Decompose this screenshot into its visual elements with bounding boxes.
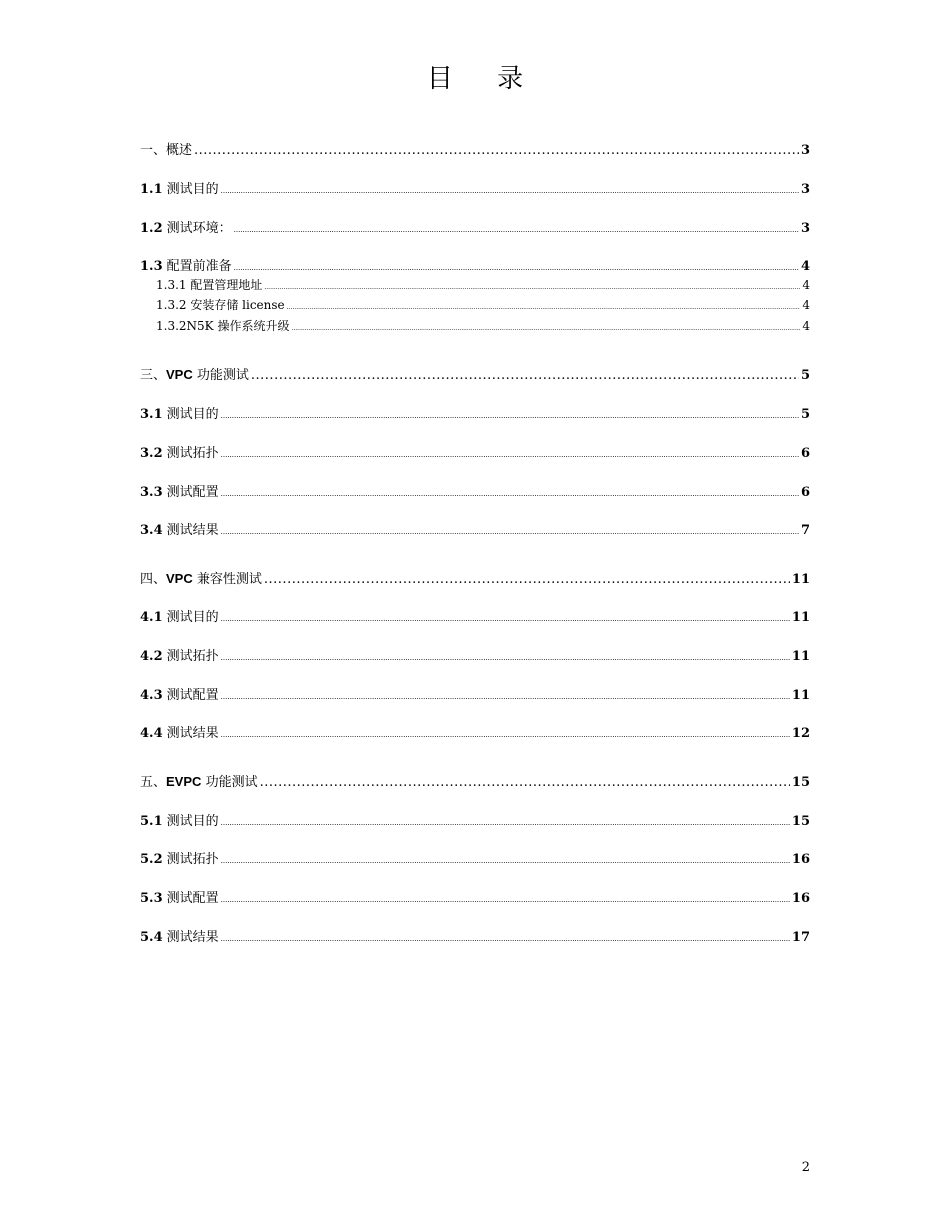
toc-entry-label: 1.3.1 配置管理地址 (156, 278, 263, 292)
toc-leader-dots (221, 693, 790, 701)
toc-chapter-suffix: 功能测试 (205, 775, 258, 790)
toc-page-number: 5 (800, 407, 810, 422)
toc-page-number: 11 (791, 688, 810, 703)
toc-leader-dots (251, 368, 799, 383)
toc-entry[interactable] (140, 771, 810, 790)
toc-page-number: 4 (802, 298, 810, 312)
toc-page-number: 3 (800, 182, 810, 197)
toc-leader-dots (221, 615, 790, 623)
toc-section-number: 5.4 (140, 930, 163, 945)
toc-entry-label (140, 255, 232, 274)
toc-entry[interactable] (140, 364, 810, 383)
toc-page-number: 12 (791, 726, 810, 741)
toc-section-number: 1.1 (140, 182, 163, 197)
page-number: 2 (801, 1160, 810, 1175)
toc-chapter-keyword: VPC (166, 571, 193, 586)
toc-entry-label (140, 722, 219, 741)
toc-leader-dots (221, 819, 790, 827)
toc-entry-label (140, 568, 262, 587)
toc-page-number: 7 (800, 523, 810, 538)
toc-entry[interactable] (140, 606, 810, 625)
toc-section-title: 测试配置 (166, 688, 219, 703)
toc-section-number: 4.4 (140, 726, 163, 741)
toc-section-title: 测试拓扑 (166, 852, 219, 867)
toc-chapter-suffix: 兼容性测试 (196, 572, 262, 587)
toc-entry-label (140, 887, 219, 906)
toc-section-number: 1.3 (140, 259, 163, 274)
toc-entry[interactable] (156, 317, 810, 334)
toc-entry-label (140, 178, 219, 197)
toc-section-number: 5.3 (140, 891, 163, 906)
toc-leader-dots (234, 226, 799, 234)
toc-entry[interactable] (140, 403, 810, 422)
toc-entry[interactable] (140, 848, 810, 867)
toc-leader-dots (260, 775, 790, 790)
toc-leader-dots (221, 731, 790, 739)
toc-leader-dots (291, 325, 800, 332)
toc-entry-label (140, 481, 219, 500)
toc-section-title: 测试结果 (166, 726, 219, 741)
toc-page-number: 16 (791, 852, 810, 867)
toc-entry[interactable] (140, 217, 810, 236)
toc-section-title: 测试拓扑 (166, 446, 219, 461)
toc-entry[interactable] (140, 442, 810, 461)
toc-section-title: 测试拓扑 (166, 649, 219, 664)
toc-entry-label (140, 217, 232, 236)
toc-entry[interactable] (140, 684, 810, 703)
toc-section-number: 3.3 (140, 485, 163, 500)
toc-entry-label (140, 519, 219, 538)
toc-page-number: 11 (791, 610, 810, 625)
toc-leader-dots (221, 451, 799, 459)
toc-section-title: 测试配置 (166, 891, 219, 906)
toc-leader-dots (221, 187, 799, 195)
toc-leader-dots (221, 490, 799, 498)
toc-entry-label (140, 364, 249, 383)
toc-leader-dots (221, 857, 790, 865)
toc-page-number: 4 (800, 259, 810, 274)
toc-entry-label (140, 848, 219, 867)
toc-entry[interactable] (140, 139, 810, 158)
toc-leader-dots (221, 935, 790, 943)
toc-entry[interactable] (140, 722, 810, 741)
toc-page-number: 5 (800, 368, 810, 383)
toc-entry[interactable] (140, 645, 810, 664)
toc-leader-dots (221, 412, 799, 420)
toc-section-title: 测试目的 (166, 182, 219, 197)
toc-entry-label (140, 810, 219, 829)
toc-leader-dots (287, 304, 801, 311)
toc-entry-label: 1.3.2 安装存储 license (156, 298, 285, 312)
toc-chapter-keyword: VPC (166, 367, 193, 382)
toc-entry-label: 1.3.2N5K 操作系统升级 (156, 319, 290, 333)
toc-page-number: 15 (791, 814, 810, 829)
toc-section-number: 4.3 (140, 688, 163, 703)
toc-section-number: 3.2 (140, 446, 163, 461)
toc-section-number: 4.1 (140, 610, 163, 625)
toc-page-number: 4 (802, 319, 810, 333)
toc-entry[interactable] (156, 276, 810, 293)
toc-page-number: 15 (791, 775, 810, 790)
toc-chapter-keyword: EVPC (166, 774, 202, 789)
toc-chapter-suffix: 功能测试 (196, 368, 249, 383)
toc-page-number: 6 (800, 446, 810, 461)
toc-page-number: 11 (791, 572, 810, 587)
toc-page-number: 6 (800, 485, 810, 500)
toc-leader-dots (221, 654, 790, 662)
toc-entry-label (140, 139, 192, 158)
toc-chapter-prefix: 四、 (140, 572, 167, 587)
toc-page-number: 3 (800, 143, 810, 158)
toc-entry[interactable] (156, 296, 810, 313)
toc-section-title: 配置前准备 (166, 259, 232, 274)
toc-entry[interactable] (140, 887, 810, 906)
toc-entry-label (140, 684, 219, 703)
toc-section-number: 3.4 (140, 523, 163, 538)
toc-chapter-prefix: 五、 (140, 775, 167, 790)
toc-entry[interactable] (140, 810, 810, 829)
toc-section-title: 测试目的 (166, 610, 219, 625)
toc-leader-dots (194, 143, 799, 158)
toc-section-title: 测试结果 (166, 523, 219, 538)
toc-section-number: 1.2 (140, 221, 163, 236)
toc-section-number: 3.1 (140, 407, 163, 422)
toc-section-title: 测试配置 (166, 485, 219, 500)
toc-entry[interactable] (140, 255, 810, 274)
toc-section-title: 测试目的 (166, 814, 219, 829)
toc-entry-label (140, 442, 219, 461)
toc-title: 目 录 (426, 64, 542, 94)
toc-section-number: 5.1 (140, 814, 163, 829)
toc-section-title: 测试目的 (166, 407, 219, 422)
toc-chapter-prefix: 三、 (140, 368, 167, 383)
toc-entry[interactable] (140, 519, 810, 538)
toc-entry[interactable] (140, 481, 810, 500)
toc-section-number: 4.2 (140, 649, 163, 664)
toc-chapter-prefix: 一、概述 (140, 143, 193, 158)
toc-leader-dots (221, 528, 799, 536)
toc-entry-label (140, 926, 219, 945)
toc-leader-dots (264, 284, 800, 291)
toc-entry[interactable] (140, 568, 810, 587)
toc-page-number: 3 (800, 221, 810, 236)
toc-entry-label (140, 403, 219, 422)
toc-leader-dots (234, 264, 799, 272)
toc-entry[interactable] (140, 926, 810, 945)
toc-page-number: 16 (791, 891, 810, 906)
toc-section-title: 测试环境： (166, 221, 232, 236)
toc-leader-dots (221, 896, 790, 904)
toc-entry-label (140, 645, 219, 664)
toc-leader-dots (264, 572, 790, 587)
toc-page-number: 4 (802, 278, 810, 292)
toc-page-number: 11 (791, 649, 810, 664)
toc-entry[interactable] (140, 178, 810, 197)
toc-section-title: 测试结果 (166, 930, 219, 945)
toc-section-number: 5.2 (140, 852, 163, 867)
toc-entry-label (140, 771, 258, 790)
toc-entry-label (140, 606, 219, 625)
toc-page-number: 17 (791, 930, 810, 945)
